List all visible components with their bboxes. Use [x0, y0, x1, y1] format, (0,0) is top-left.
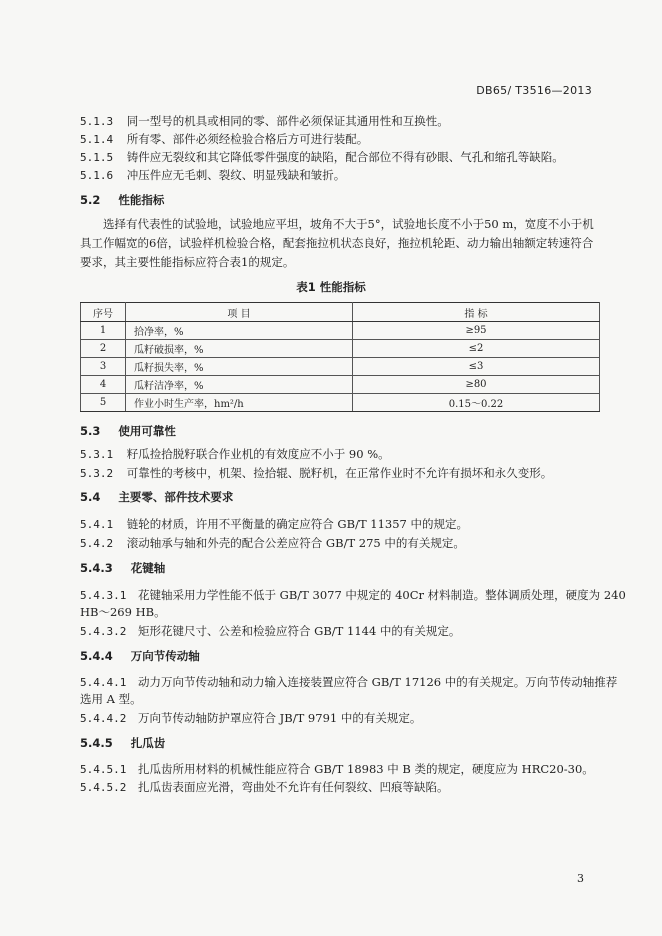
table-row [81, 358, 600, 376]
clause-text: 花键轴采用力学性能不低于 GB/T 3077 中规定的 40Cr 材料制造。整体调质处理，硬度为 240 [138, 588, 626, 602]
clause-text: 扎瓜齿表面应光滑，弯曲处不允许有任何裂纹、凹痕等缺陷。 [138, 780, 449, 794]
clause-5-1-5 [80, 149, 564, 165]
clause-text: 籽瓜捡拾脱籽联合作业机的有效度应不小于 90 %。 [126, 447, 390, 461]
cell-serial-no: 5 [81, 394, 126, 412]
cell-indicator: ≤2 [353, 340, 600, 358]
section-title: 使用可靠性 [118, 424, 176, 438]
clause-number: 5.3.1 [80, 448, 114, 461]
clause-5-4-4-1 [80, 674, 617, 690]
header-indicator: 指 标 [353, 303, 600, 322]
section-number: 5.4.5 [80, 736, 113, 750]
clause-text-continuation: 选用 A 型。 [80, 692, 142, 706]
header-item: 项 目 [126, 303, 353, 322]
clause-5-4-2 [80, 535, 465, 551]
clause-text: 动力万向节传动轴和动力输入连接装置应符合 GB/T 17126 中的有关规定。万向节传动轴推荐 [138, 675, 618, 689]
paragraph-line: 具工作幅宽的6倍，试验样机检验合格，配套拖拉机状态良好，拖拉机轮距、动力输出轴额定转速符合 [80, 236, 594, 250]
clause-5-4-3-1 [80, 587, 626, 603]
paragraph-line: 选择有代表性的试验地，试验地应平坦，坡角不大于5°，试验地长度不小于50 m，宽度不小于机 [103, 217, 594, 231]
cell-indicator: ≥95 [353, 322, 600, 340]
section-heading-5-3 [80, 423, 176, 439]
clause-5-4-5-1 [80, 761, 594, 777]
clause-5-3-2 [80, 465, 552, 481]
clause-text: 链轮的材质，许用不平衡量的确定应符合 GB/T 11357 中的规定。 [126, 517, 469, 531]
header-serial-no: 序号 [81, 303, 126, 322]
table-row [81, 376, 600, 394]
clause-number: 5.4.1 [80, 518, 114, 531]
clause-number: 5.1.6 [80, 169, 114, 182]
clause-number: 5.1.4 [80, 133, 114, 146]
clause-number: 5.4.3.2 [80, 625, 127, 638]
cell-serial-no: 3 [81, 358, 126, 376]
section-heading-5-2 [80, 192, 164, 208]
table-row [81, 340, 600, 358]
clause-5-4-5-2 [80, 779, 449, 795]
section-number: 5.4 [80, 490, 101, 504]
clause-number: 5.4.3.1 [80, 589, 127, 602]
clause-text: 可靠性的考核中，机架、捡拾辊、脱籽机，在正常作业时不允许有损坏和永久变形。 [126, 466, 553, 480]
clause-text: 扎瓜齿所用材料的机械性能应符合 GB/T 18983 中 B 类的规定，硬度应为 HRC20-30。 [138, 762, 594, 776]
cell-serial-no: 1 [81, 322, 126, 340]
page-number: 3 [577, 872, 584, 885]
section-title: 主要零、部件技术要求 [118, 490, 234, 504]
clause-number: 5.1.3 [80, 115, 114, 128]
table-row [81, 394, 600, 412]
section-number: 5.4.3 [80, 561, 113, 575]
clause-text: 铸件应无裂纹和其它降低零件强度的缺陷，配合部位不得有砂眼、气孔和缩孔等缺陷。 [126, 150, 564, 164]
section-number: 5.2 [80, 193, 101, 207]
section-title: 万向节传动轴 [130, 649, 200, 663]
document-code: DB65/ T3516—2013 [476, 84, 592, 97]
clause-number: 5.4.2 [80, 537, 114, 550]
table-caption: 表1 性能指标 [296, 280, 366, 294]
cell-serial-no: 4 [81, 376, 126, 394]
paragraph-line: 要求，其主要性能指标应符合表1的规定。 [80, 255, 295, 269]
performance-table [80, 302, 600, 412]
clause-5-4-3-2 [80, 623, 460, 639]
clause-5-3-1 [80, 446, 390, 462]
clause-number: 5.4.4.1 [80, 676, 127, 689]
cell-indicator: 0.15～0.22 [353, 394, 600, 412]
clause-5-4-4-2 [80, 710, 421, 726]
clause-number: 5.1.5 [80, 151, 114, 164]
clause-text: 矩形花键尺寸、公差和检验应符合 GB/T 1144 中的有关规定。 [138, 624, 461, 638]
table-row [81, 322, 600, 340]
clause-number: 5.3.2 [80, 467, 114, 480]
cell-indicator: ≤3 [353, 358, 600, 376]
section-number: 5.4.4 [80, 649, 113, 663]
clause-text: 同一型号的机具或相同的零、部件必须保证其通用性和互换性。 [126, 114, 449, 128]
clause-text: 万向节传动轴防护罩应符合 JB/T 9791 中的有关规定。 [138, 711, 422, 725]
section-title: 扎瓜齿 [130, 736, 166, 750]
clause-number: 5.4.5.1 [80, 763, 127, 776]
clause-text-continuation: HB～269 HB。 [80, 605, 166, 619]
cell-item: 作业小时生产率，hm²/h [126, 394, 353, 412]
section-heading-5-4-5 [80, 735, 165, 751]
cell-item: 瓜籽破损率，% [126, 340, 353, 358]
clause-5-4-1 [80, 516, 468, 532]
clause-5-1-4 [80, 131, 368, 147]
clause-text: 冲压件应无毛刺、裂纹、明显残缺和皱折。 [126, 168, 346, 182]
clause-number: 5.4.4.2 [80, 712, 127, 725]
clause-text: 所有零、部件必须经检验合格后方可进行装配。 [126, 132, 369, 146]
clause-5-1-3 [80, 113, 449, 129]
cell-indicator: ≥80 [353, 376, 600, 394]
clause-text: 滚动轴承与轴和外壳的配合公差应符合 GB/T 275 中的有关规定。 [126, 536, 465, 550]
clause-5-1-6 [80, 167, 345, 183]
section-title: 花键轴 [130, 561, 166, 575]
section-heading-5-4-3 [80, 560, 165, 576]
section-heading-5-4 [80, 489, 233, 505]
clause-number: 5.4.5.2 [80, 781, 127, 794]
cell-item: 瓜籽洁净率，% [126, 376, 353, 394]
section-title: 性能指标 [118, 193, 165, 207]
cell-serial-no: 2 [81, 340, 126, 358]
section-number: 5.3 [80, 424, 101, 438]
cell-item: 拾净率，% [126, 322, 353, 340]
cell-item: 瓜籽损失率，% [126, 358, 353, 376]
table-header-row [81, 303, 600, 322]
section-heading-5-4-4 [80, 648, 200, 664]
